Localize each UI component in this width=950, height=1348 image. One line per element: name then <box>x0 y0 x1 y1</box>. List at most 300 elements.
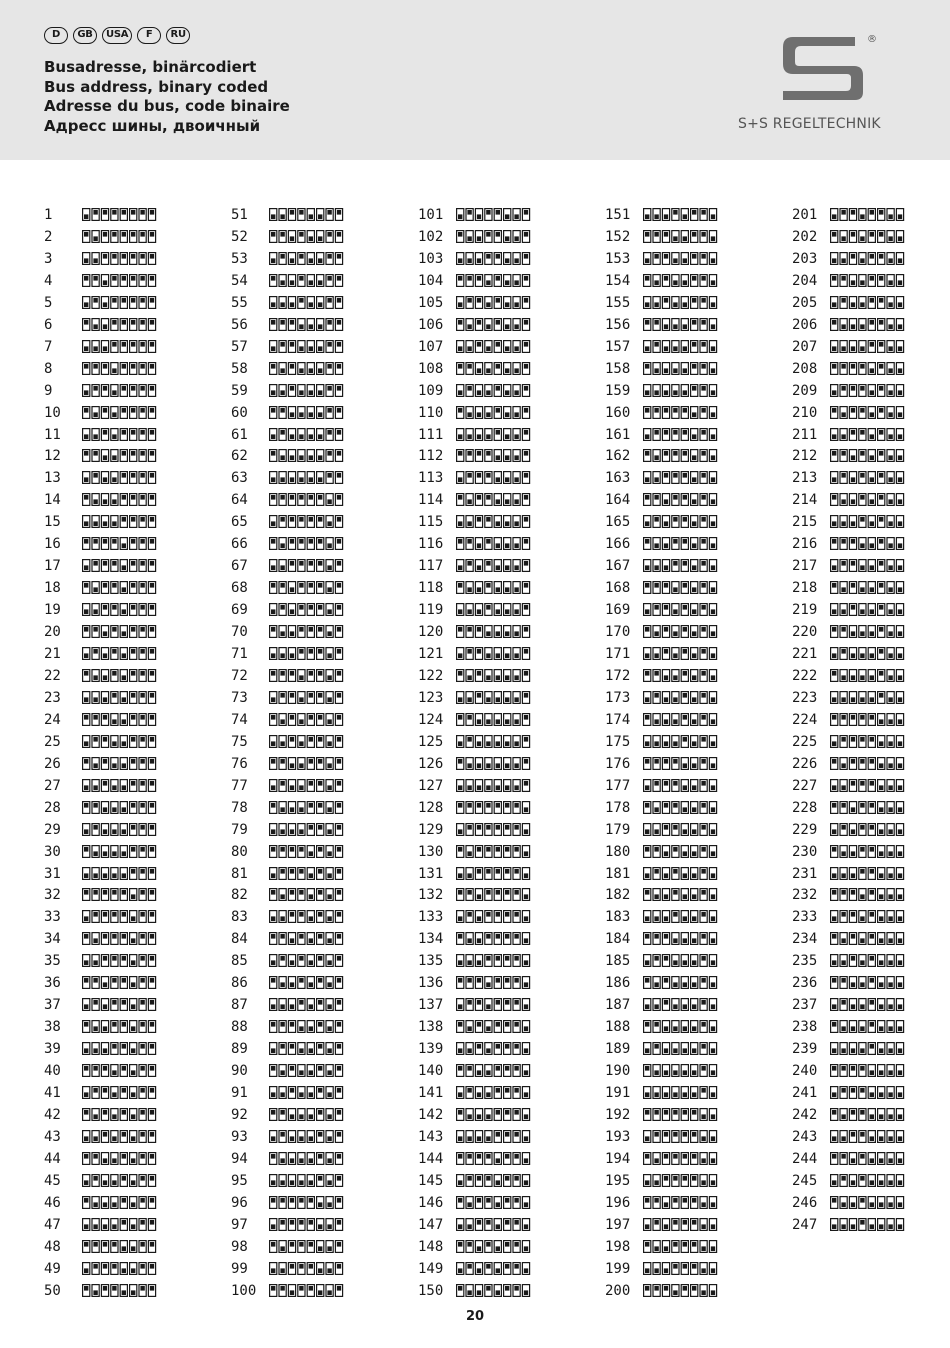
dip-switch-knob-off <box>496 342 500 347</box>
dip-switch-knob-on <box>711 961 715 966</box>
dip-switch-knob-on <box>486 653 490 658</box>
address-number: 66 <box>231 536 248 553</box>
address-number: 14 <box>44 492 61 509</box>
dip-switch-icon <box>830 493 906 506</box>
dip-switch-knob-on <box>711 346 715 351</box>
dip-switch-knob-off <box>505 1044 509 1049</box>
dip-switch-icon <box>456 274 532 287</box>
dip-switch-knob-off <box>673 1198 677 1203</box>
dip-switch-knob-off <box>140 869 144 874</box>
dip-switch-knob-off <box>150 451 154 456</box>
dip-switch-knob-on <box>103 675 107 680</box>
dip-switch-knob-on <box>832 1224 836 1229</box>
dip-switch-knob-off <box>524 671 528 676</box>
dip-switch-knob-off <box>645 539 649 544</box>
dip-switch-knob-on <box>654 1070 658 1075</box>
dip-switch-knob-off <box>832 934 836 939</box>
dip-switch-knob-on <box>477 390 481 395</box>
address-number: 185 <box>605 953 631 970</box>
dip-switch-knob-on <box>271 258 275 263</box>
address-row <box>605 1017 785 1039</box>
dip-switch-knob-on <box>122 675 126 680</box>
dip-switch-knob-off <box>309 583 313 588</box>
dip-switch-knob-off <box>477 517 481 522</box>
dip-switch-icon <box>82 449 158 462</box>
dip-switch-knob-on <box>103 631 107 636</box>
dip-switch-knob-on <box>290 1180 294 1185</box>
dip-switch-knob-on <box>524 1027 528 1032</box>
dip-switch-knob-off <box>290 869 294 874</box>
dip-switch-icon <box>269 515 345 528</box>
dip-switch-knob-on <box>299 412 303 417</box>
dip-switch-knob-off <box>309 1264 313 1269</box>
dip-switch-icon <box>82 976 158 989</box>
dip-switch-knob-off <box>93 276 97 281</box>
dip-switch-knob-off <box>299 847 303 852</box>
address-number: 234 <box>792 931 818 948</box>
dip-switch-knob-off <box>271 320 275 325</box>
address-number: 179 <box>605 821 631 838</box>
address-number: 105 <box>418 294 444 311</box>
address-number: 104 <box>418 272 444 289</box>
dip-switch-icon <box>82 954 158 967</box>
dip-switch-knob-on <box>299 368 303 373</box>
dip-switch-knob-on <box>888 1158 892 1163</box>
dip-switch-knob-on <box>327 1158 331 1163</box>
dip-switch-knob-on <box>467 522 471 527</box>
dip-switch-knob-on <box>327 675 331 680</box>
dip-switch-knob-on <box>299 785 303 790</box>
dip-switch-knob-on <box>496 697 500 702</box>
dip-switch-knob-on <box>711 609 715 614</box>
dip-switch-knob-on <box>888 653 892 658</box>
dip-switch-icon <box>82 1174 158 1187</box>
dip-switch-knob-off <box>458 715 462 720</box>
dip-switch-knob-on <box>496 785 500 790</box>
dip-switch-knob-off <box>299 298 303 303</box>
dip-switch-knob-off <box>280 342 284 347</box>
dip-switch-icon <box>269 1240 345 1253</box>
dip-switch-knob-on <box>93 1027 97 1032</box>
address-row <box>792 556 950 578</box>
dip-switch-knob-off <box>879 693 883 698</box>
dip-switch-knob-off <box>140 408 144 413</box>
address-number: 237 <box>792 997 818 1014</box>
dip-switch-knob-off <box>645 451 649 456</box>
dip-switch-knob-on <box>692 961 696 966</box>
dip-switch-knob-off <box>299 869 303 874</box>
address-number: 69 <box>231 602 248 619</box>
address-number: 111 <box>418 426 444 443</box>
dip-switch-knob-on <box>898 653 902 658</box>
dip-switch-knob-on <box>654 390 658 395</box>
dip-switch-knob-on <box>692 1027 696 1032</box>
dip-switch-knob-on <box>327 719 331 724</box>
dip-switch-knob-on <box>271 1092 275 1097</box>
dip-switch-knob-off <box>477 342 481 347</box>
dip-switch-icon <box>830 845 906 858</box>
dip-switch-knob-on <box>524 1202 528 1207</box>
dip-switch-knob-on <box>711 390 715 395</box>
dip-switch-knob-off <box>299 934 303 939</box>
dip-switch-knob-off <box>870 847 874 852</box>
dip-switch-knob-off <box>524 715 528 720</box>
dip-switch-knob-off <box>524 386 528 391</box>
dip-switch-knob-on <box>309 412 313 417</box>
dip-switch-knob-off <box>486 1220 490 1225</box>
dip-switch-knob-on <box>280 456 284 461</box>
dip-switch-knob-on <box>860 280 864 285</box>
dip-switch-knob-on <box>870 368 874 373</box>
dip-switch-knob-off <box>514 912 518 917</box>
dip-switch-knob-off <box>337 1154 341 1159</box>
dip-switch-knob-off <box>514 1000 518 1005</box>
dip-switch-knob-on <box>673 1048 677 1053</box>
dip-switch-icon <box>456 230 532 243</box>
dip-switch-knob-off <box>851 430 855 435</box>
dip-switch-knob-on <box>458 522 462 527</box>
dip-switch-knob-on <box>327 961 331 966</box>
dip-switch-knob-on <box>645 1092 649 1097</box>
dip-switch-icon <box>82 1152 158 1165</box>
dip-switch-knob-on <box>524 1180 528 1185</box>
dip-switch-knob-on <box>103 697 107 702</box>
dip-switch-icon <box>830 1130 906 1143</box>
dip-switch-knob-on <box>309 1114 313 1119</box>
dip-switch-knob-off <box>271 408 275 413</box>
address-row <box>605 644 785 666</box>
dip-switch-knob-off <box>851 759 855 764</box>
dip-switch-knob-off <box>832 364 836 369</box>
address-row <box>231 403 411 425</box>
address-number: 223 <box>792 689 818 706</box>
dip-switch-knob-off <box>692 298 696 303</box>
dip-switch-icon <box>269 1196 345 1209</box>
dip-switch-icon <box>643 603 719 616</box>
dip-switch-knob-on <box>673 324 677 329</box>
dip-switch-knob-on <box>888 412 892 417</box>
dip-switch-knob-on <box>692 719 696 724</box>
dip-switch-knob-off <box>664 978 668 983</box>
address-number: 242 <box>792 1106 818 1123</box>
dip-switch-knob-off <box>654 781 658 786</box>
dip-switch-knob-off <box>645 1198 649 1203</box>
address-row <box>231 907 411 929</box>
dip-switch-knob-off <box>496 934 500 939</box>
address-row <box>44 688 224 710</box>
dip-switch-knob-on <box>654 807 658 812</box>
dip-switch-knob-off <box>103 934 107 939</box>
dip-switch-knob-off <box>860 1154 864 1159</box>
dip-switch-knob-on <box>318 236 322 241</box>
dip-switch-knob-on <box>664 1268 668 1273</box>
dip-switch-knob-on <box>701 1268 705 1273</box>
address-number: 49 <box>44 1260 61 1277</box>
dip-switch-icon <box>456 1042 532 1055</box>
dip-switch-knob-off <box>673 1110 677 1115</box>
dip-switch-knob-on <box>93 697 97 702</box>
address-row <box>418 337 598 359</box>
address-row <box>231 490 411 512</box>
dip-switch-knob-on <box>84 1048 88 1053</box>
dip-switch-knob-on <box>888 895 892 900</box>
address-row <box>418 1171 598 1193</box>
dip-switch-knob-on <box>103 522 107 527</box>
dip-switch-knob-on <box>898 258 902 263</box>
dip-switch-knob-off <box>505 803 509 808</box>
dip-switch-knob-on <box>888 1224 892 1229</box>
dip-switch-knob-off <box>701 254 705 259</box>
dip-switch-icon <box>82 471 158 484</box>
address-row <box>605 710 785 732</box>
dip-switch-knob-off <box>318 539 322 544</box>
dip-switch-knob-off <box>692 386 696 391</box>
dip-switch-icon <box>830 954 906 967</box>
dip-switch-icon <box>643 581 719 594</box>
dip-switch-knob-on <box>496 653 500 658</box>
title-english: Bus address, binary coded <box>44 77 269 96</box>
dip-switch-icon <box>82 296 158 309</box>
dip-switch-knob-on <box>486 741 490 746</box>
address-row <box>792 512 950 534</box>
dip-switch-knob-off <box>860 430 864 435</box>
dip-switch-knob-off <box>318 1088 322 1093</box>
dip-switch-knob-on <box>888 675 892 680</box>
dip-switch-knob-on <box>103 280 107 285</box>
dip-switch-knob-off <box>505 825 509 830</box>
dip-switch-icon <box>456 581 532 594</box>
dip-switch-knob-on <box>645 1048 649 1053</box>
address-row <box>418 798 598 820</box>
dip-switch-knob-off <box>103 737 107 742</box>
dip-switch-knob-off <box>122 364 126 369</box>
dip-switch-knob-on <box>860 1005 864 1010</box>
dip-switch-knob-on <box>112 522 116 527</box>
dip-switch-knob-on <box>112 412 116 417</box>
dip-switch-knob-on <box>103 302 107 307</box>
dip-switch-knob-off <box>514 1286 518 1291</box>
dip-switch-knob-off <box>701 803 705 808</box>
dip-switch-knob-off <box>692 1198 696 1203</box>
dip-switch-knob-off <box>140 1044 144 1049</box>
dip-switch-knob-off <box>486 473 490 478</box>
dip-switch-knob-on <box>514 478 518 483</box>
dip-switch-knob-off <box>290 671 294 676</box>
dip-switch-knob-off <box>860 473 864 478</box>
dip-switch-knob-on <box>851 807 855 812</box>
dip-switch-knob-off <box>131 320 135 325</box>
address-row <box>418 995 598 1017</box>
dip-switch-icon <box>82 910 158 923</box>
dip-switch-knob-on <box>841 873 845 878</box>
address-row <box>792 622 950 644</box>
address-row <box>418 1215 598 1237</box>
dip-switch-knob-off <box>131 627 135 632</box>
dip-switch-knob-off <box>458 1154 462 1159</box>
dip-switch-knob-off <box>103 210 107 215</box>
dip-switch-knob-on <box>327 1027 331 1032</box>
address-number: 182 <box>605 887 631 904</box>
dip-switch-knob-on <box>832 785 836 790</box>
dip-switch-knob-off <box>496 364 500 369</box>
dip-switch-knob-on <box>327 983 331 988</box>
dip-switch-knob-on <box>514 653 518 658</box>
dip-switch-knob-off <box>701 1044 705 1049</box>
dip-switch-knob-on <box>711 1224 715 1229</box>
dip-switch-icon <box>456 296 532 309</box>
dip-switch-knob-on <box>711 741 715 746</box>
dip-switch-icon <box>456 1020 532 1033</box>
address-row <box>792 1149 950 1171</box>
dip-switch-knob-off <box>309 737 313 742</box>
dip-switch-knob-off <box>318 759 322 764</box>
dip-switch-knob-on <box>898 785 902 790</box>
dip-switch-icon <box>830 1086 906 1099</box>
dip-switch-knob-on <box>701 1180 705 1185</box>
address-row <box>792 951 950 973</box>
dip-switch-knob-off <box>271 276 275 281</box>
address-row <box>44 666 224 688</box>
dip-switch-knob-off <box>318 583 322 588</box>
dip-switch-knob-off <box>458 671 462 676</box>
dip-switch-knob-off <box>112 605 116 610</box>
dip-switch-knob-off <box>271 978 275 983</box>
dip-switch-knob-on <box>122 653 126 658</box>
dip-switch-knob-on <box>711 829 715 834</box>
dip-switch-knob-on <box>131 1224 135 1229</box>
dip-switch-knob-on <box>879 1092 883 1097</box>
address-row <box>792 732 950 754</box>
dip-switch-knob-on <box>112 500 116 505</box>
dip-switch-icon <box>269 1130 345 1143</box>
dip-switch-icon <box>269 867 345 880</box>
dip-switch-knob-on <box>860 983 864 988</box>
dip-switch-knob-on <box>505 588 509 593</box>
dip-switch-knob-off <box>131 869 135 874</box>
dip-switch-knob-off <box>131 803 135 808</box>
address-number: 168 <box>605 580 631 597</box>
dip-switch-knob-on <box>832 390 836 395</box>
dip-switch-knob-off <box>150 1066 154 1071</box>
dip-switch-knob-off <box>505 1198 509 1203</box>
dip-switch-icon <box>82 428 158 441</box>
dip-switch-knob-on <box>84 785 88 790</box>
address-row <box>605 1061 785 1083</box>
dip-switch-knob-on <box>524 895 528 900</box>
dip-switch-knob-off <box>514 934 518 939</box>
address-number: 169 <box>605 602 631 619</box>
dip-switch-knob-off <box>150 473 154 478</box>
dip-switch-knob-on <box>683 763 687 768</box>
dip-switch-knob-off <box>496 1110 500 1115</box>
dip-switch-knob-on <box>496 478 500 483</box>
dip-switch-knob-off <box>879 298 883 303</box>
dip-switch-knob-on <box>103 873 107 878</box>
dip-switch-knob-on <box>711 1092 715 1097</box>
dip-switch-knob-on <box>477 763 481 768</box>
dip-switch-icon <box>269 493 345 506</box>
dip-switch-knob-off <box>150 1242 154 1247</box>
address-row <box>792 929 950 951</box>
dip-switch-knob-off <box>122 1154 126 1159</box>
dip-switch-knob-on <box>524 1070 528 1075</box>
dip-switch-knob-on <box>692 434 696 439</box>
address-row <box>231 864 411 886</box>
dip-switch-icon <box>830 230 906 243</box>
dip-switch-knob-on <box>514 390 518 395</box>
address-number: 161 <box>605 426 631 443</box>
dip-switch-knob-on <box>645 434 649 439</box>
dip-switch-knob-off <box>505 934 509 939</box>
dip-switch-knob-off <box>337 1088 341 1093</box>
address-row <box>231 1127 411 1149</box>
dip-switch-knob-on <box>458 478 462 483</box>
address-row <box>605 1215 785 1237</box>
dip-switch-knob-on <box>841 939 845 944</box>
address-number: 188 <box>605 1019 631 1036</box>
dip-switch-knob-on <box>888 544 892 549</box>
address-row <box>44 1039 224 1061</box>
dip-switch-knob-off <box>299 583 303 588</box>
dip-switch-knob-off <box>458 1022 462 1027</box>
dip-switch-knob-on <box>860 939 864 944</box>
dip-switch-knob-off <box>514 1066 518 1071</box>
dip-switch-knob-off <box>327 342 331 347</box>
dip-switch-knob-off <box>879 451 883 456</box>
dip-switch-knob-off <box>280 320 284 325</box>
dip-switch-knob-on <box>888 763 892 768</box>
dip-switch-knob-off <box>879 671 883 676</box>
dip-switch-knob-off <box>140 1264 144 1269</box>
dip-switch-knob-on <box>870 500 874 505</box>
dip-switch-knob-on <box>888 214 892 219</box>
dip-switch-knob-on <box>505 544 509 549</box>
dip-switch-knob-off <box>683 430 687 435</box>
dip-switch-knob-off <box>645 803 649 808</box>
dip-switch-knob-off <box>150 583 154 588</box>
dip-switch-knob-off <box>318 1176 322 1181</box>
dip-switch-knob-on <box>309 1180 313 1185</box>
address-row <box>418 732 598 754</box>
dip-switch-knob-on <box>898 434 902 439</box>
address-number: 124 <box>418 711 444 728</box>
dip-switch-knob-off <box>841 561 845 566</box>
dip-switch-knob-off <box>290 847 294 852</box>
dip-switch-knob-off <box>524 627 528 632</box>
dip-switch-knob-off <box>150 539 154 544</box>
dip-switch-icon <box>830 1152 906 1165</box>
dip-switch-knob-on <box>467 258 471 263</box>
address-number: 88 <box>231 1019 248 1036</box>
address-row <box>792 907 950 929</box>
dip-switch-knob-on <box>654 719 658 724</box>
dip-switch-knob-off <box>140 232 144 237</box>
dip-switch-knob-off <box>93 737 97 742</box>
dip-switch-knob-off <box>664 451 668 456</box>
dip-switch-knob-off <box>486 210 490 215</box>
dip-switch-knob-off <box>150 342 154 347</box>
dip-switch-knob-off <box>271 803 275 808</box>
dip-switch-knob-on <box>318 1246 322 1251</box>
dip-switch-knob-off <box>150 1044 154 1049</box>
dip-switch-knob-off <box>860 1132 864 1137</box>
dip-switch-icon <box>82 252 158 265</box>
dip-switch-knob-on <box>271 785 275 790</box>
dip-switch-knob-on <box>898 1070 902 1075</box>
dip-switch-knob-off <box>477 298 481 303</box>
dip-switch-knob-off <box>486 956 490 961</box>
dip-switch-knob-on <box>477 236 481 241</box>
